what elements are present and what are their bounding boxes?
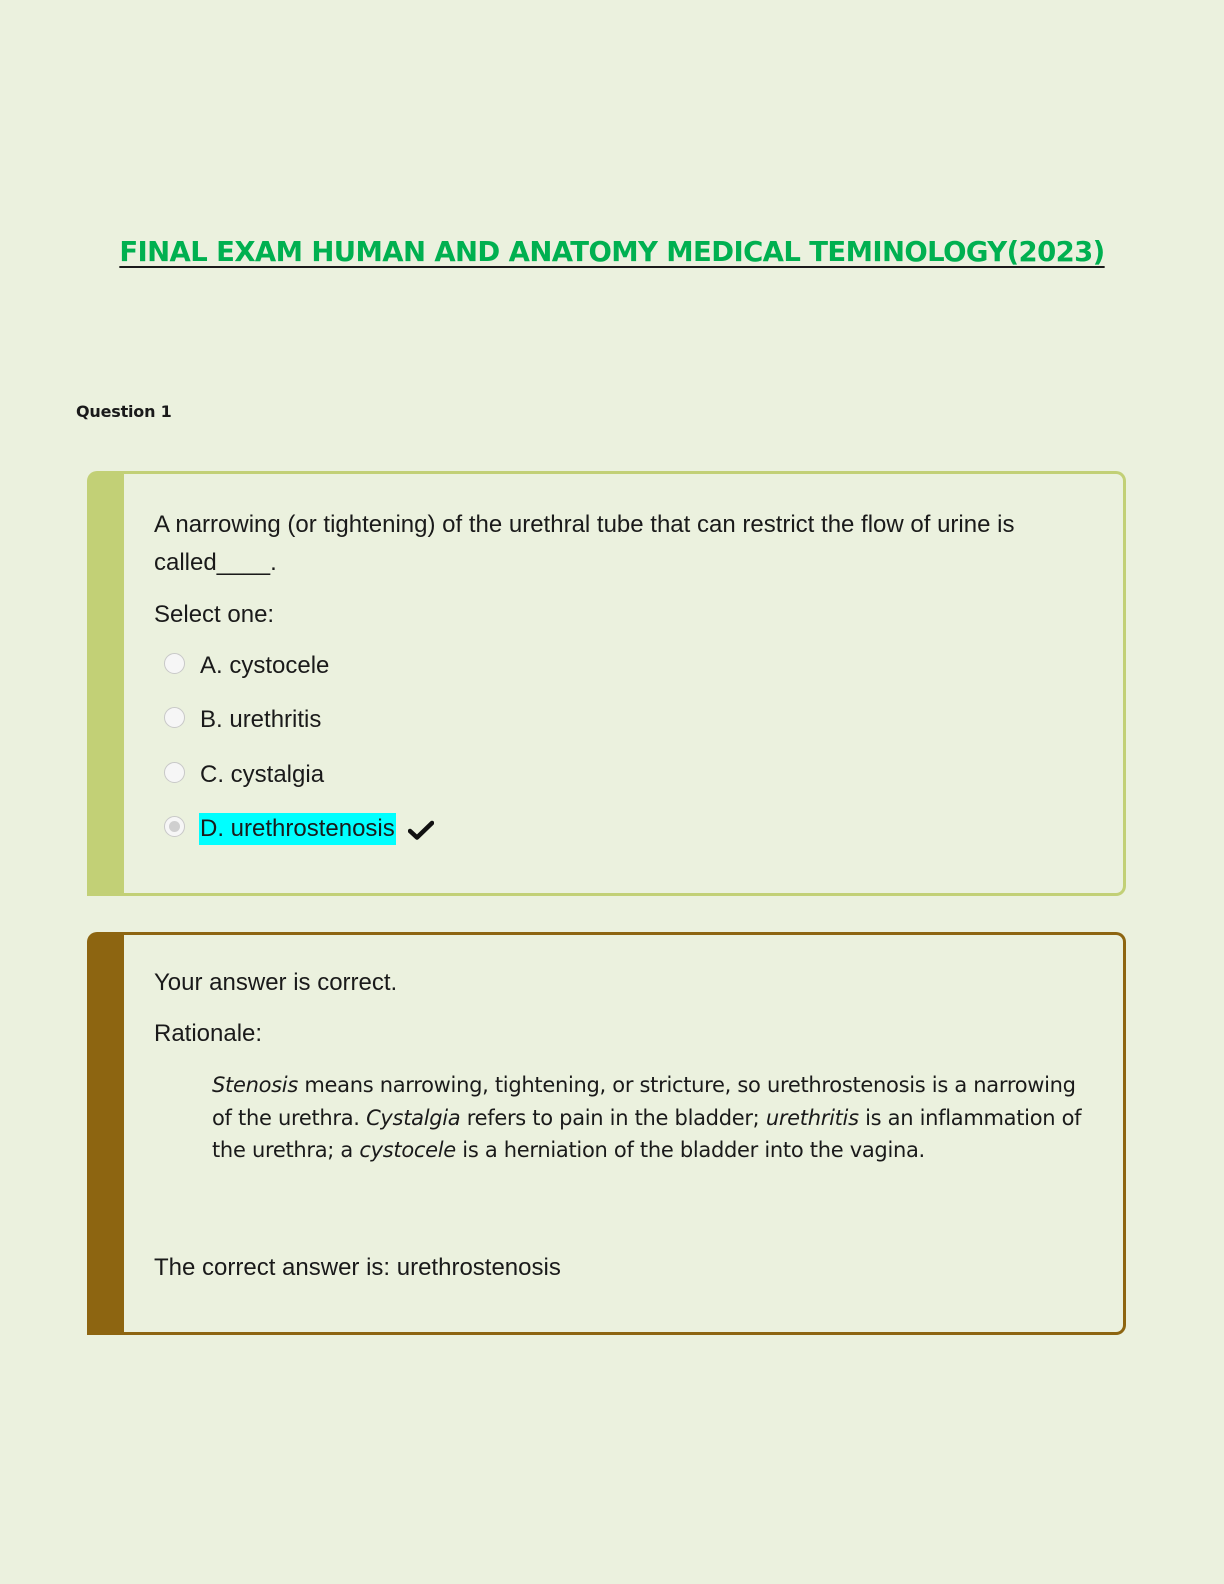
option-c-label[interactable]: C. cystalgia: [200, 761, 325, 788]
radio-button-c[interactable]: [164, 762, 185, 783]
checkmark-icon: [408, 820, 434, 845]
option-a-label[interactable]: A. cystocele: [200, 652, 330, 679]
option-d[interactable]: [164, 809, 434, 849]
question-card: [87, 471, 1126, 896]
question-text: A narrowing (or tightening) of the urethral tube that can restrict the flow of urine is called____.: [154, 511, 1015, 576]
rationale-text: Stenosis means narrowing, tightening, or stricture, so urethrostenosis is a narrowing of the urethra. Cystalgia refers to pain in the bladder; urethritis is an inflammation of the urethra; a cystocele is a herniation of the bladder into the vagina.: [212, 1073, 1082, 1162]
term-cystalgia: Cystalgia: [366, 1105, 461, 1130]
option-b[interactable]: [164, 700, 322, 740]
option-c[interactable]: [164, 755, 325, 795]
rationale-heading: Rationale:: [154, 1020, 263, 1047]
question-number-label: Question 1: [76, 402, 172, 421]
feedback-card: [87, 932, 1126, 1335]
select-one-prompt: Select one:: [154, 601, 275, 628]
term-stenosis: Stenosis: [212, 1073, 298, 1097]
option-d-label[interactable]: D. urethrostenosis: [199, 813, 396, 845]
document-title: FINAL EXAM HUMAN AND ANATOMY MEDICAL TEMINOLOGY(2023): [119, 236, 1105, 268]
correct-answer-text: The correct answer is: urethrostenosis: [154, 1254, 561, 1281]
radio-button-d-selected[interactable]: [164, 816, 185, 837]
term-cystocele: cystocele: [359, 1138, 456, 1162]
answer-result-text: Your answer is correct.: [154, 969, 398, 996]
option-a[interactable]: [164, 646, 330, 686]
option-b-label[interactable]: B. urethritis: [200, 706, 322, 733]
term-urethritis: urethritis: [765, 1105, 859, 1130]
radio-button-a[interactable]: [164, 653, 185, 674]
radio-button-b[interactable]: [164, 707, 185, 728]
